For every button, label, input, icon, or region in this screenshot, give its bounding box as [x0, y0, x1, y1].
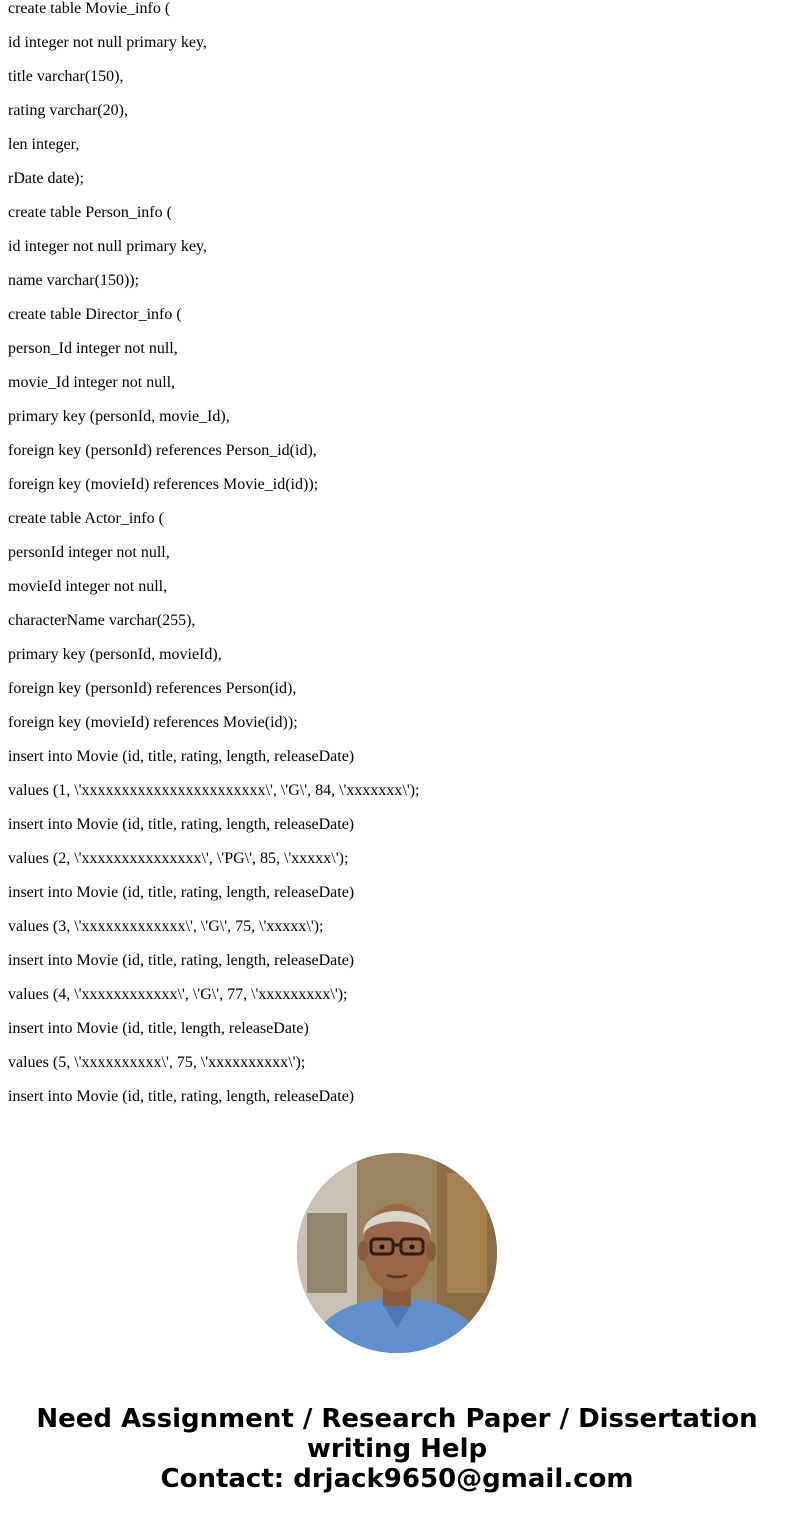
code-line: rating varchar(20), [8, 102, 128, 119]
code-line: insert into Movie (id, title, rating, length, releaseDate) [8, 1088, 355, 1105]
code-line: insert into Movie (id, title, rating, length, releaseDate) [8, 748, 355, 765]
code-line: characterName varchar(255), [8, 612, 196, 629]
code-line: values (3, \'xxxxxxxxxxxxx\', \'G\', 75, \'xxxxx\'); [8, 918, 324, 935]
code-line: foreign key (movieId) references Movie(id)); [8, 714, 298, 731]
code-line: create table Actor_info ( [8, 510, 164, 527]
code-line: create table Director_info ( [8, 306, 182, 323]
code-line: person_Id integer not null, [8, 340, 178, 357]
code-line: create table Movie_info ( [8, 0, 171, 17]
contact-banner [0, 1404, 794, 1494]
code-line: values (2, \'xxxxxxxxxxxxxxx\', \'PG\', 85, \'xxxxx\'); [8, 850, 349, 867]
code-line: insert into Movie (id, title, rating, length, releaseDate) [8, 884, 355, 901]
cta-line-2: writing Help [306, 1434, 488, 1464]
code-line: movieId integer not null, [8, 578, 168, 595]
code-line: rDate date); [8, 170, 84, 187]
author-avatar [297, 1153, 497, 1353]
code-line: insert into Movie (id, title, rating, length, releaseDate) [8, 952, 355, 969]
code-line: len integer, [8, 136, 80, 153]
code-line: primary key (personId, movie_Id), [8, 408, 230, 425]
code-line: primary key (personId, movieId), [8, 646, 222, 663]
cta-line-1: Need Assignment / Research Paper / Dissertation [36, 1404, 758, 1434]
code-line: id integer not null primary key, [8, 34, 207, 51]
code-line: foreign key (personId) references Person(id), [8, 680, 297, 697]
author-photo-icon [297, 1153, 497, 1353]
code-line: title varchar(150), [8, 68, 124, 85]
contact-email: Contact: drjack9650@gmail.com [160, 1464, 634, 1494]
code-line: insert into Movie (id, title, length, releaseDate) [8, 1020, 309, 1037]
code-line: foreign key (movieId) references Movie_id(id)); [8, 476, 319, 493]
code-line: movie_Id integer not null, [8, 374, 176, 391]
code-line: name varchar(150)); [8, 272, 140, 289]
code-line: foreign key (personId) references Person_id(id), [8, 442, 317, 459]
code-line: values (4, \'xxxxxxxxxxxx\', \'G\', 77, \'xxxxxxxxx\'); [8, 986, 348, 1003]
code-line: values (1, \'xxxxxxxxxxxxxxxxxxxxxxx\', \'G\', 84, \'xxxxxxx\'); [8, 782, 420, 799]
code-line: values (5, \'xxxxxxxxxx\', 75, \'xxxxxxxxxx\'); [8, 1054, 306, 1071]
sql-code-block [8, 0, 788, 1122]
code-line: insert into Movie (id, title, rating, length, releaseDate) [8, 816, 355, 833]
code-line: id integer not null primary key, [8, 238, 207, 255]
code-line: personId integer not null, [8, 544, 170, 561]
code-line: create table Person_info ( [8, 204, 172, 221]
